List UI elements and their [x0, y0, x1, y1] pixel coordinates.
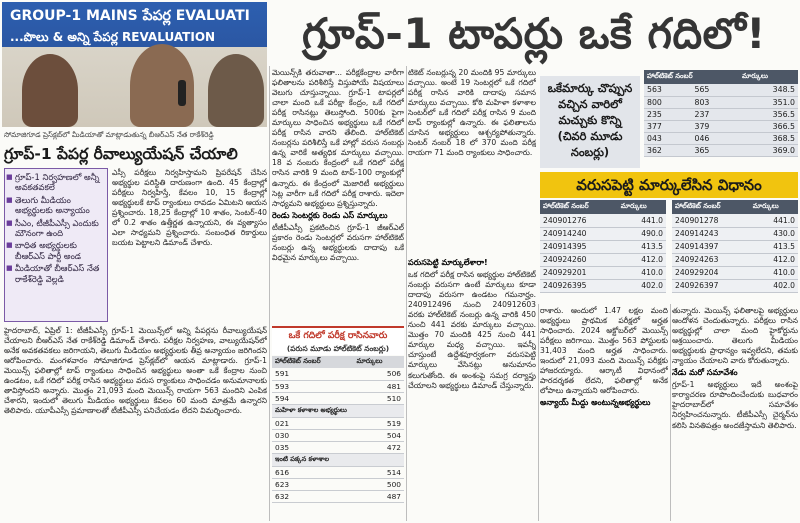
col2-top-text: మెయిన్స్‌కి తరువాతా... పరీక్షకేంద్రాల వారీగా ఫలితాలను పరిశీలిస్తే విస్తుపోయే విషయాలు వెలుగు చూస్తున్నాయి. గ్రూప్-1 టాపర్లలో చాలా మంది ఒకే పరీక్షా కేంద్రం, ఒకే గదిలో పరీక్ష రాసినట్లు తెలుస్తోంది. 500కు పైగా మార్కులు సాధించిన అభ్యర్థులు ఒకే గదిలో పరీక్ష రాసిన వారని తేలింది. హాల్‌టికెట్ నంబర్లను పరిశీలిస్తే ఒకే హాల్లో వరుస నంబర్లు ఉన్న వారికే అత్యధిక మార్కులు వచ్చాయి. 18 వ నంబరు కేంద్రంలో ఒకే గదిలో పరీక్ష రాసిన వారికి 9 మంది టాప్-100 ర్యాంకుల్లో ఉన్నారు. ఈ కేంద్రంలో మెజారిటీ అభ్యర్థులు సెట్ల వారీగా ఒకే గదిలో పరీక్ష రాశారు. ఇదెలా సాధ్యమని అభ్యర్థులు ప్రశ్నిస్తున్నారు. [272, 68, 404, 208]
table-row: 616 514 [272, 466, 404, 478]
callout-line: నంబర్లు) [570, 145, 610, 159]
table-row: 035 472 [272, 441, 404, 453]
col2-bottom-text: టీజీపీఎస్సీ ప్రకటించిన గ్రూప్-1 జీఆర్ఎల్ ప్రకారం రెండు సెంటర్లలో వరుసగా హాల్‌టికెట్ నంబర్లు ఉన్న అభ్యర్థులకు దాదాపు ఒకే విధమైన మార్కులు వచ్చాయి. [272, 222, 404, 262]
sub-headline: గ్రూప్-1 పేపర్ల రీవాల్యుయేషన్ చేయాలి [4, 145, 238, 163]
col3-subheading: పరుసపెట్టి మార్కులేశారా! [408, 258, 488, 267]
column-divider [406, 66, 407, 521]
page-headline: గ్రూప్-1 టాపర్లు ఒకే గదిలో! [302, 9, 766, 58]
same-col-marks: మార్కులు [739, 70, 798, 84]
column-divider [538, 304, 539, 521]
article-col4-left [540, 306, 668, 521]
table-row: 377 379 366.5 [644, 120, 798, 132]
room-table [272, 356, 404, 503]
table-row: 800 803 351.0 [644, 96, 798, 108]
seq-col-marks: మార్కులు [618, 200, 666, 214]
table-row: 591 506 [272, 368, 404, 380]
same-marks-table [644, 70, 798, 157]
table-row: 043 046 368.5 [644, 132, 798, 144]
room-table-heading: ఒకే గదిలో పరీక్ష రాసినవారు [288, 330, 388, 341]
col4-right-subheading: నేడు మరో సమావేశం [672, 368, 738, 378]
col2-subheading: రెండు సెంటర్లకు రెండు ఎస్ మార్కులు [272, 210, 388, 220]
article-col3-bottom [408, 256, 536, 522]
highlight-item: ■ తెలుగు మీడియం అభ్యర్థులకు అన్యాయం [15, 195, 103, 216]
table-row: 240914240 490.0 240914243 430.0 [540, 227, 798, 240]
table-row: 021 519 [272, 417, 404, 429]
table-row: 030 504 [272, 429, 404, 441]
article-col1-top: ఎస్సీ పరీక్షలు నిర్వహిస్తామని ప్రిపరేషన్ చేసిన అభ్యర్థుల పరిస్థితి దారుణంగా ఉంది. 45 కేంద్రాల్లో పరీక్షలు నిర్వహిస్తే, కేవలం 10, 15 కేంద్రాల్లో అభ్యర్థులకే టాప్ ర్యాంకులు రావడం ఏమిటని ఆయన ప్రశ్నించారు. 18,25 కేంద్రాల్లో 10 శాతం, సెంటర్-40 లో 0.2 శాతం ఉత్తీర్ణత ఉన్నాయని, ఈ వ్యత్యాసం ఎలా సాధ్యమని ప్రశ్నించారు. సంబంధిత రికార్డులు బయట పెట్టాలని డిమాండ్ చేశారు. [112, 168, 267, 248]
table-row: 632 487 [272, 490, 404, 502]
article-col1-bottom: హైదరాబాద్, ఏప్రిల్ 1: టీజీపీఎస్సీ గ్రూప్-1 మెయిన్స్‌లో అన్ని పేపర్లను రీవాల్యుయేషన్ చేయాలని బీఆర్‌ఎస్ నేత రాకేశ్‌రెడ్డి డిమాండ్ చేశారు. పరీక్షల నిర్వహణ, వాల్యుయేషన్‌లో అనేక అవకతవకలు జరిగాయని, తెలుగు మీడియం అభ్యర్థులకు తీవ్ర అన్యాయం జరిగిందని ఆరోపించారు. మంగళవారం సోమాజిగూడ ప్రెస్‌క్లబ్‌లో ఆయన మాట్లాడారు. గ్రూప్-1 మెయిన్స్ ఫలితాల్లో టాప్ ర్యాంకులు సాధించిన అభ్యర్థులు అంతా ఒకే కేంద్రాల నుంచి ఉండటం, ఒకే గదిలో పరీక్ష రాసిన అభ్యర్థులు వరుస ర్యాంకులు సాధించడం అనుమానాలకు తావిస్తోందని అన్నారు. మొత్తం 21,093 మంది మెయిన్స్ రాయగా 563 మందిని ఎంపిక చేశారని, ఇందులో తెలుగు మీడియం అభ్యర్థులు కేవలం 60 మంది మాత్రమే ఉన్నారని తెలిపారు. యూపీఎస్సీ ప్రమాణాలతో టీజీపీఎస్సీ పనిచేయడం లేదని విమర్శించారు. [4, 326, 267, 416]
photo-caption: సోమాజిగూడ ప్రెస్‌క్లబ్‌లో మీడియాతో మాట్లాడుతున్న బీఆర్‌ఎస్ నేత రాకేశ్‌రెడ్డి [4, 130, 214, 139]
person-right [208, 54, 264, 127]
highlights-box [4, 168, 108, 322]
table-row: 593 481 [272, 380, 404, 392]
sequential-marks-heading: వరుసపెట్టి మార్కులేసిన విధానం [540, 172, 798, 198]
table-row: 362 365 369.0 [644, 144, 798, 156]
table-row: 235 237 356.5 [644, 108, 798, 120]
col4-right-text: తున్నారు. మెయిన్స్ ఫలితాలపై అభ్యర్థులు ఆందోళన చెందుతున్నారు. పరీక్షలు రాసిన అభ్యర్థుల్లో చాలా మంది హైకోర్టును ఆశ్రయించారు. తెలుగు మీడియం అభ్యర్థులకు ప్రాధాన్యం ఇవ్వలేదని, తమకు న్యాయం చేయాలని వారు కోరుతున్నారు. [672, 306, 798, 366]
seq-col-ticket: హాల్‌టికెట్ నంబర్ [540, 200, 618, 214]
same-marks-callout [540, 76, 640, 168]
table-row: 594 510 [272, 392, 404, 404]
table-section: మహిళా కళాశాల అభ్యర్థులు [272, 404, 404, 417]
col4-left-subheading: అన్యాయ్‌ మీద్దు అంటున్నఅభ్యర్థులు [540, 398, 651, 408]
room-col-ticket: హాల్‌టికెట్ నంబర్ [272, 356, 353, 368]
seq-col-marks: మార్కులు [750, 200, 798, 214]
microphone-icon [178, 80, 186, 106]
table-section: ఇంటి పక్కన కళాశాల [272, 453, 404, 466]
callout-line: ఒకేమార్కు చొప్పున [547, 81, 633, 95]
column-divider [269, 66, 270, 521]
table-row: 240926395 402.0 240926397 402.0 [540, 279, 798, 292]
room-table-subtitle: (పరుస మూడు హాల్‌టికెట్ నంబర్లు) [286, 344, 390, 353]
sequential-marks-table [540, 200, 798, 293]
highlight-item: ■ సీఎం, టీజీపీఎస్సీ ఎందుకు మౌనంగా ఉంది [15, 218, 103, 239]
article-col4-right [672, 306, 798, 521]
article-col3-top: టికెట్ నంబర్లున్న 20 మందికి 95 మార్కులు వచ్చాయి. అంటే 19 సెంటర్లలో ఒకే గదిలో పరీక్ష రాసిన వారికి దాదాపు సమాన మార్కులు వచ్చాయి. కోఠి మహిళా కళాశాల సెంటర్‌లో ఒకే గదిలో పరీక్ష రాసిన 9 మంది టాప్ ర్యాంకుల్లో ఉన్నారు. ఈ ఫలితాలను చూసిన అభ్యర్థులు ఆశ్చర్యపోతున్నారు. సెంటర్ నంబర్ 18 లో 370 మంది పరీక్ష రాయగా 71 మంది ర్యాంకులు సాధించారు. [408, 68, 536, 158]
highlight-item: ■ గ్రూప్-1 నిర్వహణలో అన్నీ అవకతవకలే [15, 172, 103, 193]
table-row: 623 500 [272, 478, 404, 490]
col4-right-bottom-text: గ్రూప్-1 అభ్యర్థులు ఇదే అంశంపై కార్యాచరణ రూపొందించేందుకు బుధవారం హైదరాబాద్‌లో సమావేశం నిర్వహించనున్నారు. టీజీపీఎస్సీ చైర్మన్‌ను కలిసి వినతిపత్రం అందజేస్తామని తెలిపారు. [672, 380, 798, 430]
table-row: 240924260 412.0 240924263 412.0 [540, 253, 798, 266]
table-row: 240914395 413.5 240914397 413.5 [540, 240, 798, 253]
highlight-item: ■ బాధిత అభ్యర్థులకు బీఆర్‌ఎస్ పార్టీ అండ [15, 240, 103, 261]
table-row: 563 565 348.5 [644, 84, 798, 96]
seq-col-ticket: హాల్‌టికెట్ నంబర్ [672, 200, 750, 214]
column-divider [670, 304, 671, 521]
person-left [22, 54, 78, 127]
room-table-title [272, 326, 404, 355]
col4-left-text: రాశారు. ఆందులో 1.47 లక్షల మంది అభ్యర్థులు ప్రాథమిక పరీక్షలో అర్హత సాధించారు. 2024 అక్టోబర్‌లో మెయిన్స్ పరీక్షలు జరిగాయి. మొత్తం 563 పోస్టులకు 31,403 మంది అర్హత సాధించారు. ఇందులో 21,093 మంది మెయిన్స్ పరీక్షకు హాజరయ్యారు. ఆర్కాటీ విధానంలో పారదర్శకత లేదని, ఫలితాల్లో అనేక లోపాలు ఉన్నాయని ఆరోపించారు. [540, 306, 668, 396]
callout-line: వచ్చిన వారిలో [558, 97, 622, 111]
col3-bottom-text: ఒక గదిలో పరీక్ష రాసిన అభ్యర్థుల హాల్‌టికెట్ నంబర్లు వరుసగా ఉంటే మార్కులు కూడా దాదాపు వరుసగా ఉండటం గమనార్హం. 240912496 నుంచి 240912603 వరకు హాల్‌టికెట్ నంబర్లు ఉన్న వారికి 450 నుంచి 441 వరకు మార్కులు వచ్చాయి. మొత్తం 70 మందికి 425 నుంచి 441 మార్కుల మధ్య వచ్చాయి. ఇవన్నీ చూస్తుంటే ఉద్దేశపూర్వకంగా వరుసపెట్టి మార్కులు వేసినట్లు అనుమానం కలుగుతోంది. ఈ అంశంపై సమగ్ర దర్యాప్తు చేయాలని అభ్యర్థులు డిమాండ్ చేస్తున్నారు. [408, 270, 536, 390]
press-photo [2, 2, 267, 127]
table-row: 240929201 410.0 240929204 410.0 [540, 266, 798, 279]
callout-line: మచ్చుకు కొన్ని [558, 113, 622, 127]
banner-line-2: ...పొలు & అన్ని పేపర్ల REVALUATION [10, 30, 216, 44]
highlight-item: ■ మీడియాతో బీఆర్‌ఎస్ నేత రాకేశ్‌రెడ్డి వెల్లడి [15, 263, 103, 284]
table-row: 240901276 441.0 240901278 441.0 [540, 214, 798, 227]
callout-line: (చివరి మూడు [557, 129, 623, 143]
room-col-marks: మార్కులు [353, 356, 404, 368]
banner-line-1: GROUP-1 MAINS పేపర్ల EVALUATI [10, 8, 250, 24]
same-col-ticket: హాల్‌టికెట్ నంబర్ [644, 70, 739, 84]
article-col2 [272, 68, 404, 322]
